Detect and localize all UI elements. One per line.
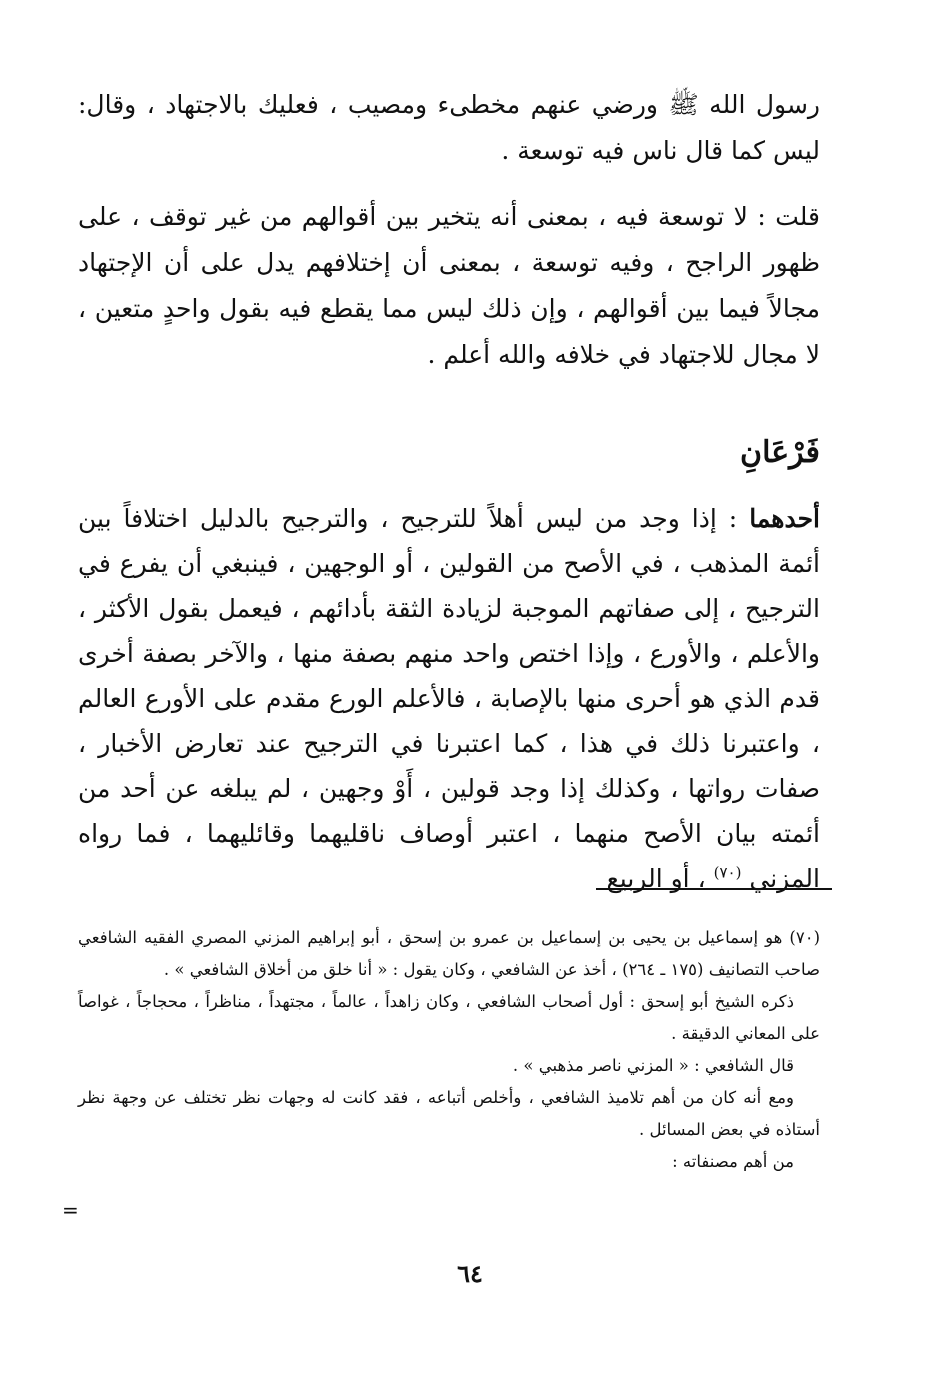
section-text: : إذا وجد من ليس أهلاً للترجيح ، والترجيح بالدليل اختلافاً بين أئمة المذهب ، في الأصح من القولين ، أو الوجهين ، فينبغي أن يفرع في الترجيح ، إلى صفاتهم الموجبة لزيادة الثقة بأدائهم ، فيعمل بقول الأكثر ، والأعلم ، والأورع ، وإذا اختص واحد منهم بصفة منها ، والآخر بصفة أخرى قدم الذي هو أحرى منها بالإصابة ، فالأعلم الورع مقدم على الأورع العالم ، واعتبرنا ذلك في هذا ، كما اعتبرنا في الترجيح عند تعارض الأخبار ، صفات رواتها ، وكذلك إذا وجد قولين ، أَوْ وجهين ، لم يبلغه عن أحد من أئمته بيان الأصح منهما ، اعتبر أوصاف ناقليهما وقائليهما ، فما رواه المزني [78, 504, 820, 893]
footnote-reference-70: (٧٠) [713, 863, 742, 882]
section-text-end: ، أو الربيع [606, 864, 714, 893]
paragraph-2 [78, 194, 820, 378]
footnote-separator [596, 888, 832, 890]
section-heading: فَرْعَانِ [740, 435, 820, 470]
continuation-mark: = [62, 1198, 79, 1222]
footnote-line: ذكره الشيخ أبو إسحق : أول أصحاب الشافعي ، وكان زاهداً ، عالماً ، مجتهداً ، مناظراً ، محجاجاً ، غواصاً على المعاني الدقيقة . [78, 992, 820, 1043]
paragraph-1 [78, 82, 820, 174]
page-number: ٦٤ [457, 1259, 483, 1288]
footnote-line: قال الشافعي : « المزني ناصر مذهبي » . [512, 1056, 794, 1075]
paragraph-1-text: رسول الله ﷺ ورضي عنهم مخطىء ومصيب ، فعليك بالاجتهاد ، وقال: ليس كما قال ناس فيه توسعة . [78, 90, 820, 165]
footnote-line: ومع أنه كان من أهم تلاميذ الشافعي ، وأخلص أتباعه ، فقد كانت له وجهات نظر تختلف عن وجهة نظر أستاذه في بعض المسائل . [78, 1088, 820, 1139]
section-lead-word: أحدهما [749, 504, 820, 533]
footnote-line: من أهم مصنفاته : [672, 1152, 794, 1171]
section-paragraph [78, 496, 820, 901]
footnotes [78, 922, 820, 1178]
main-text [78, 82, 820, 901]
footnote-70: (٧٠) هو إسماعيل بن يحيى بن إسماعيل بن عمرو بن إسحق ، أبو إبراهيم المزني المصري الفقيه الشافعي صاحب التصانيف (١٧٥ ـ ٢٦٤) ، أخذ عن الشافعي ، وكان يقول : « أنا خلق من أخلاق الشافعي » . [78, 928, 820, 979]
paragraph-2-text: قلت : لا توسعة فيه ، بمعنى أنه يتخير بين أقوالهم من غير توقف ، على ظهور الراجح ، وفيه توسعة ، بمعنى أن إختلافهم يدل على أن الإجتهاد مجالاً فيما بين أقوالهم ، وإن ذلك ليس مما يقطع فيه بقول واحدٍ متعين ، لا مجال للاجتهاد في خلافه والله أعلم . [78, 202, 820, 369]
